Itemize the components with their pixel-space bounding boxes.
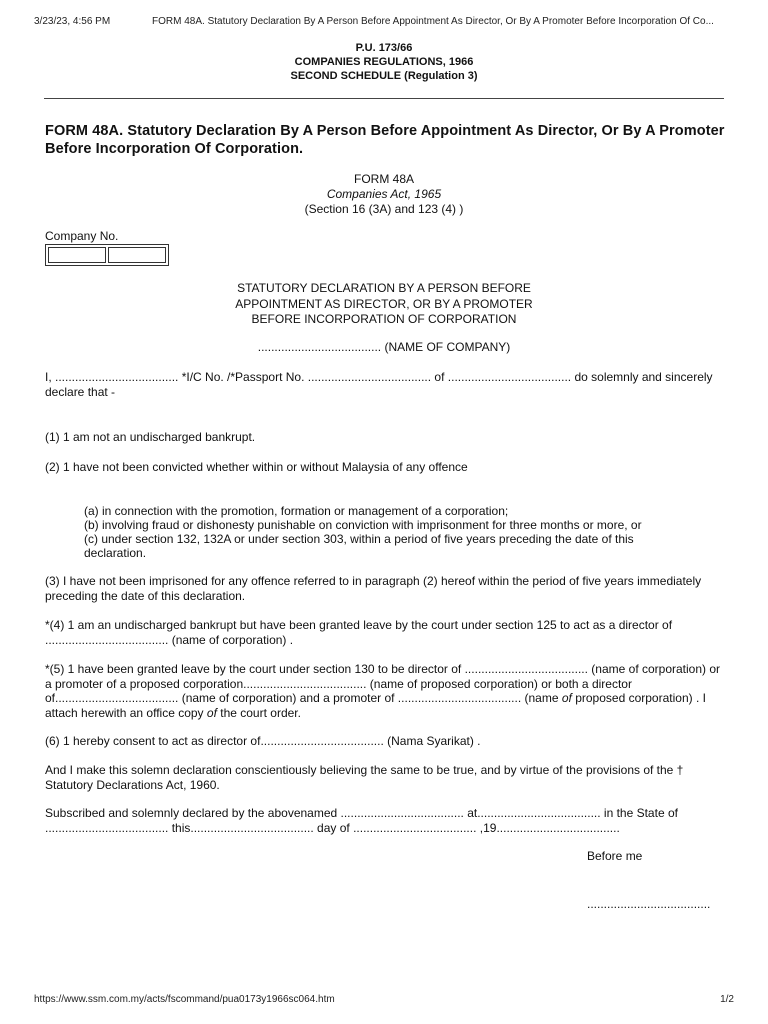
declaration-title (0, 281, 768, 328)
page-number: 1/2 (720, 994, 734, 1005)
page-url: https://www.ssm.com.my/acts/fscommand/pua0173y1966sc064.htm (34, 994, 335, 1005)
name-of-company-line: ..................................... (NAME OF COMPANY) (257, 340, 511, 354)
clause-3: (3) I have not been imprisoned for any offence referred to in paragraph (2) hereof within the period of five years immediately preceding the date of this declaration. (45, 574, 702, 603)
print-datetime: 3/23/23, 4:56 PM (34, 16, 111, 27)
clause-5-text-b: proposed corporation) . I attach herewith an office copy (45, 691, 706, 720)
pu-number: P.U. 173/66 (355, 42, 413, 54)
regulation-block (0, 41, 768, 83)
horizontal-divider (44, 98, 724, 99)
company-no-label: Company No. (45, 229, 119, 243)
solemn-declaration: And I make this solemn declaration conscientiously believing the same to be true, and by virtue of the provisions of the † Statutory Declarations Act, 1960. (45, 763, 684, 792)
schedule-name: SECOND SCHEDULE (Regulation 3) (290, 70, 478, 82)
form-title: FORM 48A. Statutory Declaration By A Person Before Appointment As Director, Or By A Promoter Before Incorporation Of Corporation. (45, 123, 725, 157)
clause-2a: (a) in connection with the promotion, formation or management of a corporation; (84, 504, 509, 518)
section-reference: (Section 16 (3A) and 123 (4) ) (304, 202, 464, 216)
clause-5-text-a: *(5) 1 have been granted leave by the court under section 130 to be director of ..................................... (name of corporation) or a promoter of a proposed corporation..................................... (name of proposed corporation) or both a director of..................................... (name of corporation) and a promoter of ..................................... (name (45, 662, 721, 705)
print-header (34, 16, 734, 27)
clause-2: (2) 1 have not been convicted whether within or without Malaysia of any offence (45, 460, 468, 474)
signature-line: ..................................... (587, 897, 711, 911)
form-heading (0, 172, 768, 217)
form-number: FORM 48A (353, 172, 414, 186)
print-page-title: FORM 48A. Statutory Declaration By A Person Before Appointment As Director, Or By A Promoter Before Incorporation Of Co... (152, 16, 714, 27)
clause-1: (1) 1 am not an undischarged bankrupt. (45, 430, 256, 444)
before-me-label: Before me (587, 849, 643, 863)
regulation-name: COMPANIES REGULATIONS, 1966 (294, 56, 474, 68)
act-name: Companies Act, 1965 (326, 187, 442, 201)
subscription-line: Subscribed and solemnly declared by the abovenamed ..................................... at..................................... in the State of ..................................... this..................................... day of ..................................... ,19..................................... (45, 806, 678, 835)
print-footer (34, 994, 734, 1005)
company-no-box-1[interactable] (48, 247, 106, 263)
clause-5-of-2: of (206, 705, 217, 720)
declaration-title-line-2: APPOINTMENT AS DIRECTOR, OR BY A PROMOTER (235, 296, 533, 311)
declarant-intro: I, ..................................... *I/C No. /*Passport No. ..................................... of ..................................... do solemnly and sincerely declare that - (45, 370, 713, 399)
company-no-box-2[interactable] (108, 247, 166, 263)
clause-4: *(4) 1 am an undischarged bankrupt but have been granted leave by the court under section 125 to act as a director of ..................................... (name of corporation) . (45, 618, 673, 647)
clause-5 (45, 662, 725, 720)
declaration-title-line-3: BEFORE INCORPORATION OF CORPORATION (251, 312, 517, 326)
company-no-fields (45, 244, 169, 266)
clause-2b: (b) involving fraud or dishonesty punishable on conviction with imprisonment for three months or more, or (84, 518, 642, 532)
clause-6: (6) 1 hereby consent to act as director of..................................... (Nama Syarikat) . (45, 734, 481, 748)
clause-2c: (c) under section 132, 132A or under section 303, within a period of five years preceding the date of this declaration. (84, 532, 634, 560)
clause-5-text-c: the court order. (216, 705, 301, 720)
clause-5-of-1: of (561, 691, 572, 705)
declaration-title-line-1: STATUTORY DECLARATION BY A PERSON BEFORE (237, 281, 531, 295)
